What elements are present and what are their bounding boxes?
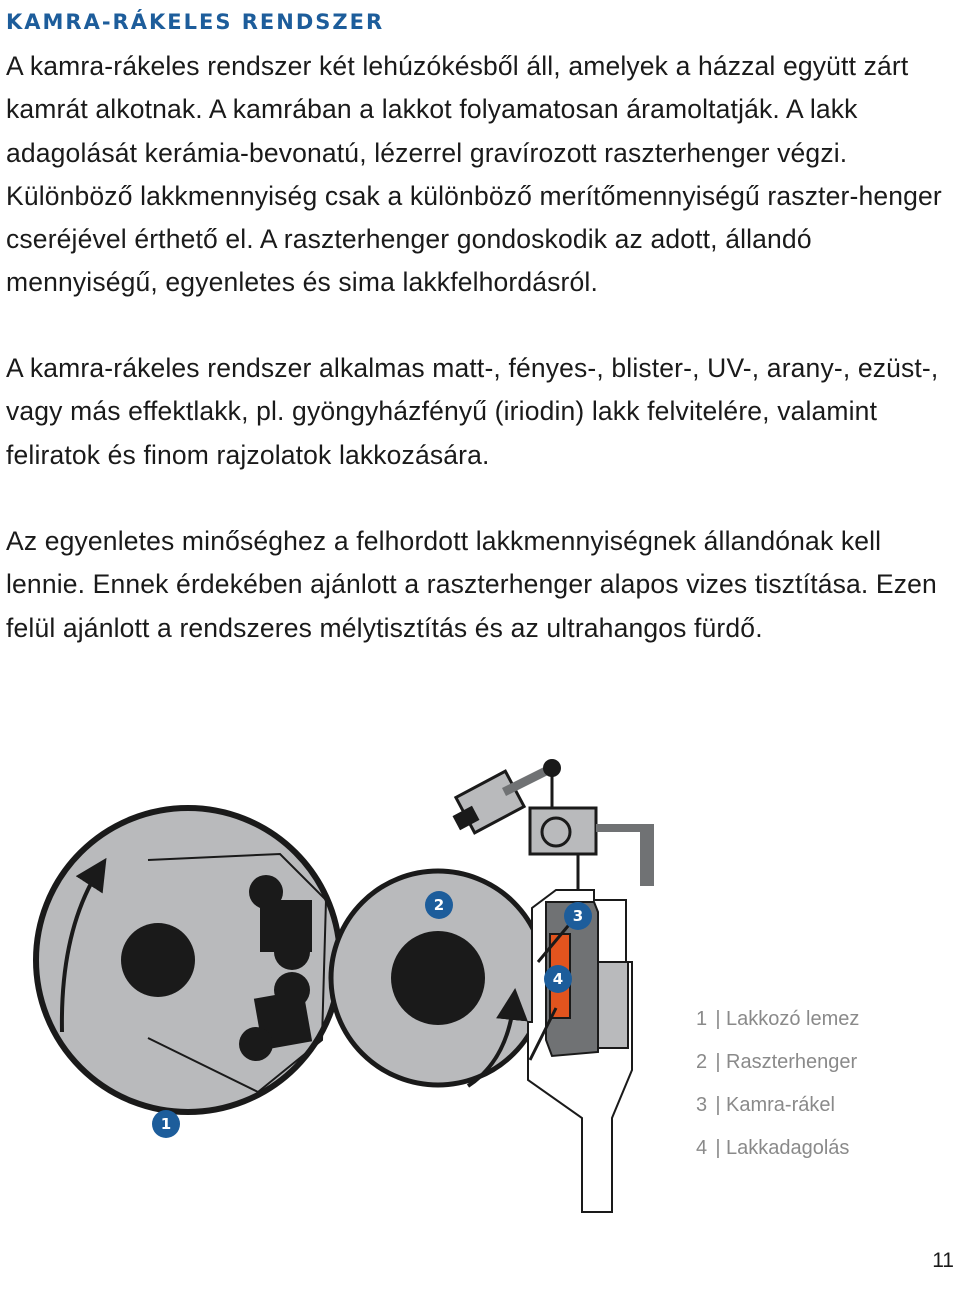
svg-text:4: 4 bbox=[552, 970, 564, 988]
legend-number: 1 bbox=[696, 1008, 708, 1030]
paragraph-maintenance: Az egyenletes minőséghez a felhordott lakkmennyiségnek állandónak kell lennie. Ennek érdekében ajánlott a raszterhenger alapos vizes tisztítása. Ezen felül ajánlott a rendszeres mélytisztítás és az ultrahangos fürdő. bbox=[6, 526, 937, 643]
paragraph-applications: A kamra-rákeles rendszer alkalmas matt-, fényes-, blister-, UV-, arany-, ezüst-, vagy más effektlakk, pl. gyöngyházfényű (iriodin) lakk felvitelére, valamint feliratok és finom rajzolatok lakkozására. bbox=[6, 353, 939, 470]
marker-badge-3 bbox=[564, 902, 592, 930]
diagram-legend bbox=[696, 998, 859, 1170]
page-number: 11 bbox=[932, 1249, 954, 1272]
marker-badge-4 bbox=[544, 965, 572, 993]
paragraph-description: A kamra-rákeles rendszer két lehúzókésből áll, amelyek a házzal együtt zárt kamrát alkotnak. A kamrában a lakkot folyamatosan áramoltatják. A lakk adagolását kerámia-bevonatú, lézerrel gravírozott raszterhenger végzi. Különböző lakkmennyiség csak a különböző merítőmennyiségű raszter-henger cseréjével érthető el. A raszterhenger gondoskodik az adott, állandó mennyiségű, egyenletes és sima lakkfelhordásról. bbox=[6, 51, 942, 298]
section-heading: KAMRA-RÁKELES RENDSZER bbox=[6, 10, 385, 34]
legend-item bbox=[696, 1127, 859, 1170]
legend-label: Kamra-rákel bbox=[726, 1094, 835, 1116]
legend-number: 3 bbox=[696, 1094, 708, 1116]
legend-label: Raszterhenger bbox=[726, 1051, 858, 1073]
legend-separator: | bbox=[715, 1094, 721, 1116]
legend-item bbox=[696, 1041, 859, 1084]
plate-cylinder bbox=[36, 808, 340, 1112]
marker-badge-1 bbox=[152, 1110, 180, 1138]
svg-text:1: 1 bbox=[160, 1115, 172, 1133]
legend-item bbox=[696, 1084, 859, 1127]
svg-text:3: 3 bbox=[572, 907, 584, 925]
legend-separator: | bbox=[715, 1051, 721, 1073]
legend-number: 4 bbox=[696, 1137, 708, 1159]
legend-item bbox=[696, 998, 859, 1041]
marker-badge-2 bbox=[425, 891, 453, 919]
legend-label: Lakkozó lemez bbox=[726, 1008, 860, 1030]
svg-text:2: 2 bbox=[433, 896, 445, 914]
legend-number: 2 bbox=[696, 1051, 708, 1073]
legend-separator: | bbox=[715, 1008, 721, 1030]
legend-label: Lakkadagolás bbox=[726, 1137, 850, 1159]
legend-separator: | bbox=[715, 1137, 721, 1159]
